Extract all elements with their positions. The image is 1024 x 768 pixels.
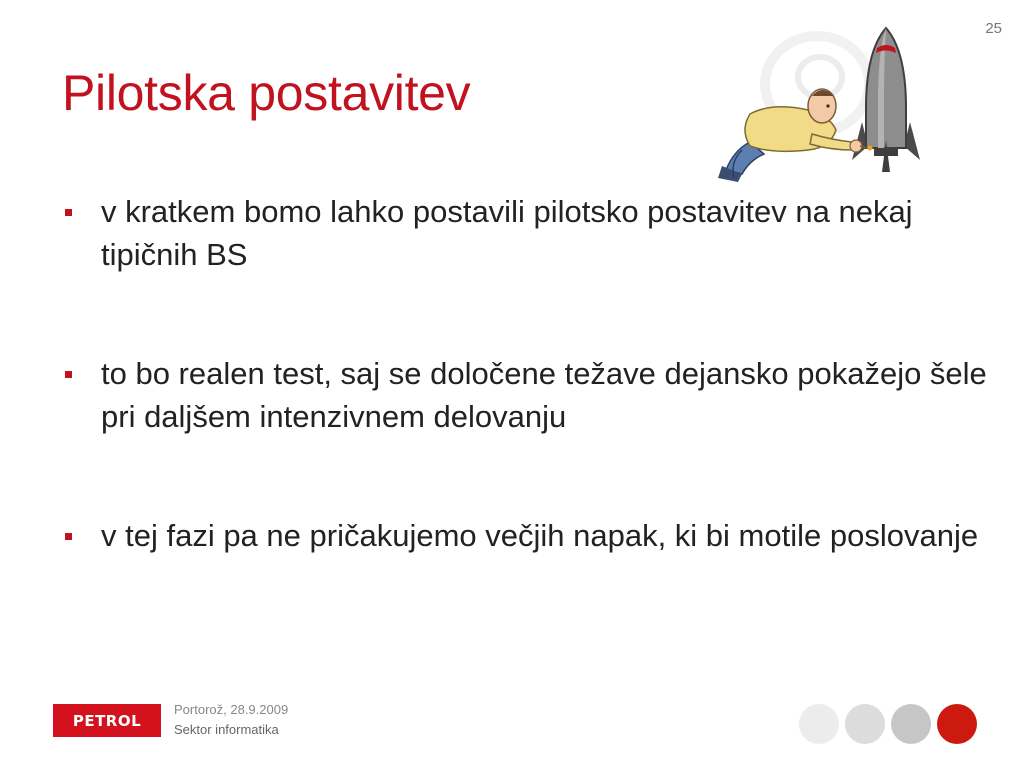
rocket-launch-icon bbox=[712, 22, 942, 187]
bullet-item bbox=[62, 352, 1002, 438]
bullet-text: v tej fazi pa ne pričakujemo večjih napak, ki bi motile poslovanje bbox=[101, 518, 979, 553]
bullet-square-icon bbox=[65, 533, 72, 540]
footer-department: Sektor informatika bbox=[174, 722, 279, 737]
circle-icon bbox=[937, 704, 977, 744]
slide-number: 25 bbox=[985, 20, 1002, 37]
footer-info bbox=[174, 700, 288, 740]
footer-place-date: Portorož, 28.9.2009 bbox=[174, 702, 289, 717]
logo-text: PETROL bbox=[72, 711, 142, 730]
bullet-list bbox=[62, 190, 1002, 633]
petrol-logo bbox=[53, 704, 161, 737]
circle-icon bbox=[799, 704, 839, 744]
circle-icon bbox=[891, 704, 931, 744]
bullet-square-icon bbox=[65, 209, 72, 216]
bullet-item bbox=[62, 190, 1002, 276]
bullet-square-icon bbox=[65, 371, 72, 378]
bullet-item bbox=[62, 514, 1002, 557]
slide-title: Pilotska postavitev bbox=[62, 65, 471, 121]
circle-icon bbox=[845, 704, 885, 744]
bullet-text: v kratkem bomo lahko postavili pilotsko postavitev na nekaj tipičnih BS bbox=[101, 194, 913, 272]
bullet-text: to bo realen test, saj se določene težave dejansko pokažejo šele pri daljšem intenzivnem delovanju bbox=[101, 356, 987, 434]
